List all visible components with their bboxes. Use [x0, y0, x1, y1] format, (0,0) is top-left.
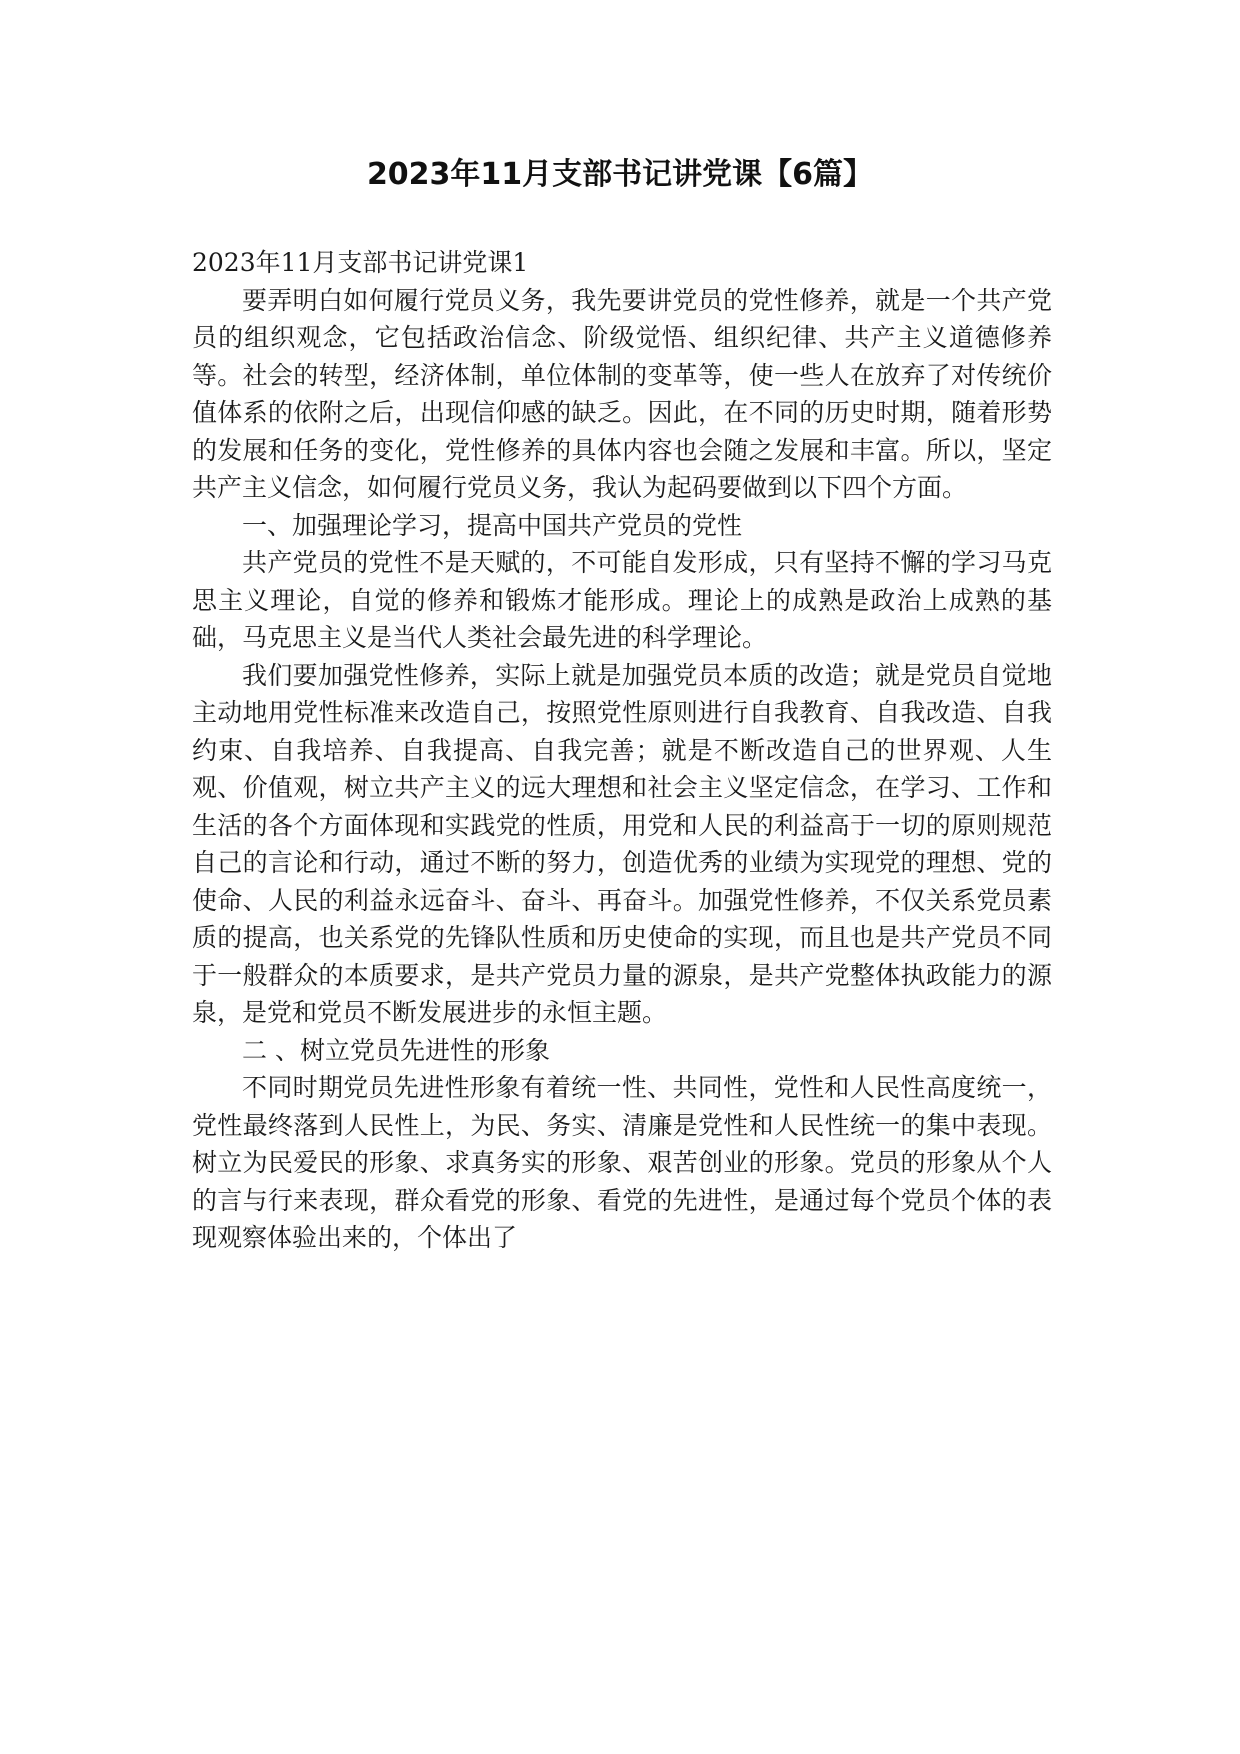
paragraph: 不同时期党员先进性形象有着统一性、共同性，党性和人民性高度统一，党性最终落到人民性上，为民、务实、清廉是党性和人民性统一的集中表现。树立为民爱民的形象、求真务实的形象、艰苦创业的形象。党员的形象从个人的言与行来表现，群众看党的形象、看党的先进性，是通过每个党员个体的表现观察体验出来的，个体出了: [192, 1073, 1052, 1252]
section-heading-2: 二 、树立党员先进性的形象: [242, 1035, 550, 1065]
section-heading-1: 一、加强理论学习，提高中国共产党员的党性: [242, 510, 743, 540]
paragraph: 要弄明白如何履行党员义务，我先要讲党员的党性修养，就是一个共产党员的组织观念，它包括政治信念、阶级觉悟、组织纪律、共产主义道德修养等。社会的转型，经济体制，单位体制的变革等，使一些人在放弃了对传统价值体系的依附之后，出现信仰感的缺乏。因此，在不同的历史时期，随着形势的发展和任务的变化，党性修养的具体内容也会随之发展和丰富。所以，坚定共产主义信念，如何履行党员义务，我认为起码要做到以下四个方面。: [192, 285, 1052, 502]
document-body: [192, 244, 1052, 1257]
document-title: 2023年11月支部书记讲党课【6篇】: [366, 157, 874, 192]
paragraph: 我们要加强党性修养，实际上就是加强党员本质的改造；就是党员自觉地主动地用党性标准来改造自己，按照党性原则进行自我教育、自我改造、自我约束、自我培养、自我提高、自我完善；就是不断改造自己的世界观、人生观、价值观，树立共产主义的远大理想和社会主义坚定信念，在学习、工作和生活的各个方面体现和实践党的性质，用党和人民的利益高于一切的原则规范自己的言论和行动，通过不断的努力，创造优秀的业绩为实现党的理想、党的使命、人民的利益永远奋斗、奋斗、再奋斗。加强党性修养，不仅关系党员素质的提高，也关系党的先锋队性质和历史使命的实现，而且也是共产党员不同于一般群众的本质要求，是共产党员力量的源泉，是共产党整体执政能力的源泉，是党和党员不断发展进步的永恒主题。: [192, 660, 1052, 1027]
paragraph: 共产党员的党性不是天赋的，不可能自发形成，只有坚持不懈的学习马克思主义理论，自觉的修养和锻炼才能形成。理论上的成熟是政治上成熟的基础，马克思主义是当代人类社会最先进的科学理论。: [192, 548, 1052, 652]
section-title: 2023年11月支部书记讲党课1: [192, 248, 529, 277]
